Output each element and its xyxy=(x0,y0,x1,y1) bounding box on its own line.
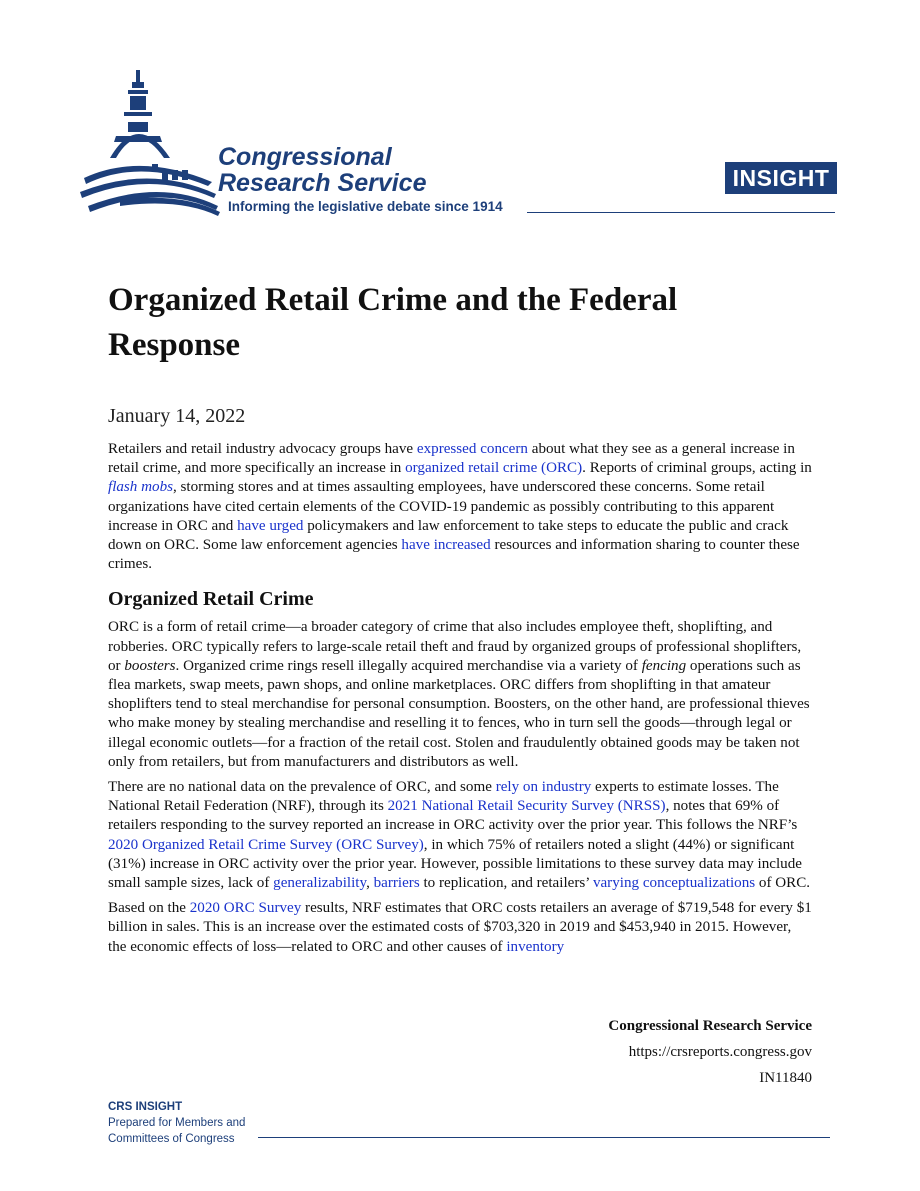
footer-url: https://crsreports.congress.gov xyxy=(628,1044,812,1060)
logo-title xyxy=(218,144,426,196)
crs-insight-label xyxy=(108,1099,245,1147)
text: , storming stores and at times assaulting employees, have underscored these concerns. Some retail organizations have cited certain elements of the COVID-19 pandemic as possibly contributing to this apparent increase in ORC and xyxy=(108,479,775,534)
page-title: Organized Retail Crime and the Federal Response xyxy=(108,282,678,363)
term-fencing: fencing xyxy=(641,657,687,674)
text: resources and information sharing to counter these crimes. xyxy=(108,537,800,573)
link-2021-nrss[interactable]: 2021 National Retail Security Survey (NRSS) xyxy=(387,798,666,815)
text: Retailers and retail industry advocacy groups have xyxy=(108,441,417,457)
text: There are no national data on the prevalence of ORC, and some xyxy=(108,779,496,796)
text: about what they see as a general increase in retail crime, and more specifically an increase in xyxy=(108,441,795,477)
link-2020-orc-survey[interactable]: 2020 Organized Retail Crime Survey (ORC Survey) xyxy=(108,836,424,853)
crs-insight-title: CRS INSIGHT xyxy=(108,1101,183,1113)
term-boosters: boosters xyxy=(124,657,176,674)
text: , notes that 69% of retailers responding to the survey reported an increase in ORC activity over the prior year. This follows the NRF’s xyxy=(108,798,798,834)
text: experts to estimate losses. The National Retail Federation (NRF), through its xyxy=(108,779,779,815)
link-inventory[interactable]: inventory xyxy=(506,938,565,955)
text: of ORC. xyxy=(755,875,811,892)
document-body xyxy=(108,440,813,963)
text: Based on the xyxy=(108,900,190,917)
logo-tagline: Informing the legislative debate since 1914 xyxy=(228,199,503,214)
footer-org: Congressional Research Service xyxy=(608,1018,812,1034)
link-have-increased[interactable]: have increased xyxy=(401,537,491,554)
link-have-urged[interactable]: have urged xyxy=(237,517,304,534)
link-organized-retail-crime[interactable]: organized retail crime (ORC) xyxy=(405,460,583,477)
insight-badge: INSIGHT xyxy=(725,162,837,194)
link-barriers[interactable]: barriers xyxy=(373,875,420,892)
paragraph-intro xyxy=(108,440,813,574)
prepared-for-line: Prepared for Members and xyxy=(108,1117,246,1129)
section-heading-organized-retail-crime: Organized Retail Crime xyxy=(108,588,314,611)
logo-line-congressional: Congressional xyxy=(218,143,392,171)
paragraph-orc-definition xyxy=(108,618,813,772)
text: ORC is a form of retail crime—a broader category of crime that also includes employee theft, shoplifting, and robberies. ORC typically refers to large-scale retail theft and fraud by organized groups of professional shoplifters, or xyxy=(108,619,802,674)
footer-divider xyxy=(258,1137,830,1138)
footer-info xyxy=(608,1013,812,1091)
link-generalizability[interactable]: generalizability xyxy=(273,875,367,892)
link-expressed-concern[interactable]: expressed concern xyxy=(416,441,528,457)
paragraph-prevalence xyxy=(108,778,813,893)
crs-logo xyxy=(80,66,540,222)
link-rely-on-industry[interactable]: rely on industry xyxy=(495,779,592,796)
text: results, NRF estimates that ORC costs retailers an average of $719,548 for every $1 billion in sales. This is an increase over the estimated costs of $703,320 in 2019 and $453,940 in 2015. However, the economic effects of loss—related to ORC and other causes of xyxy=(108,900,812,955)
paragraph-costs xyxy=(108,899,813,957)
report-id: IN11840 xyxy=(759,1070,812,1086)
text: operations such as flea markets, swap meets, pawn shops, and online marketplaces. ORC differs from shoplifting in that amateur shoplifters tend to steal merchandise for personal consumption. Boosters, on the other hand, are professional thieves who make money by stealing merchandise and reselling it to fences, who in turn sell the goods—through legal or illegal economic outlets—for a fraction of the retail cost. Stolen and fraudulently obtained goods may be taken not only from retailers, but from manufacturers and distributors as well. xyxy=(108,657,810,770)
text: to replication, and retailers’ xyxy=(419,875,593,892)
text: policymakers and law enforcement to take steps to educate the public and crack down on ORC. Some law enforcement agencies xyxy=(108,517,789,554)
logo-line-research-service: Research Service xyxy=(218,169,427,197)
text: . Reports of criminal groups, acting in xyxy=(582,460,812,477)
link-varying-conceptualizations[interactable]: varying conceptualizations xyxy=(592,875,756,892)
link-2020-orc-survey-results[interactable]: 2020 ORC Survey xyxy=(189,900,302,917)
publication-date: January 14, 2022 xyxy=(108,405,246,427)
header-divider xyxy=(527,212,835,213)
text: , in which 75% of retailers noted a slight (44%) or significant (31%) increase in ORC activity over the prior year. However, possible limitations to these survey data may include small sample sizes, lack of xyxy=(108,836,802,892)
link-flash-mobs[interactable]: flash mobs xyxy=(108,479,173,496)
committees-line: Committees of Congress xyxy=(108,1133,235,1145)
text: , xyxy=(366,875,374,892)
text: . Organized crime rings resell illegally acquired merchandise via a variety of xyxy=(175,657,642,674)
